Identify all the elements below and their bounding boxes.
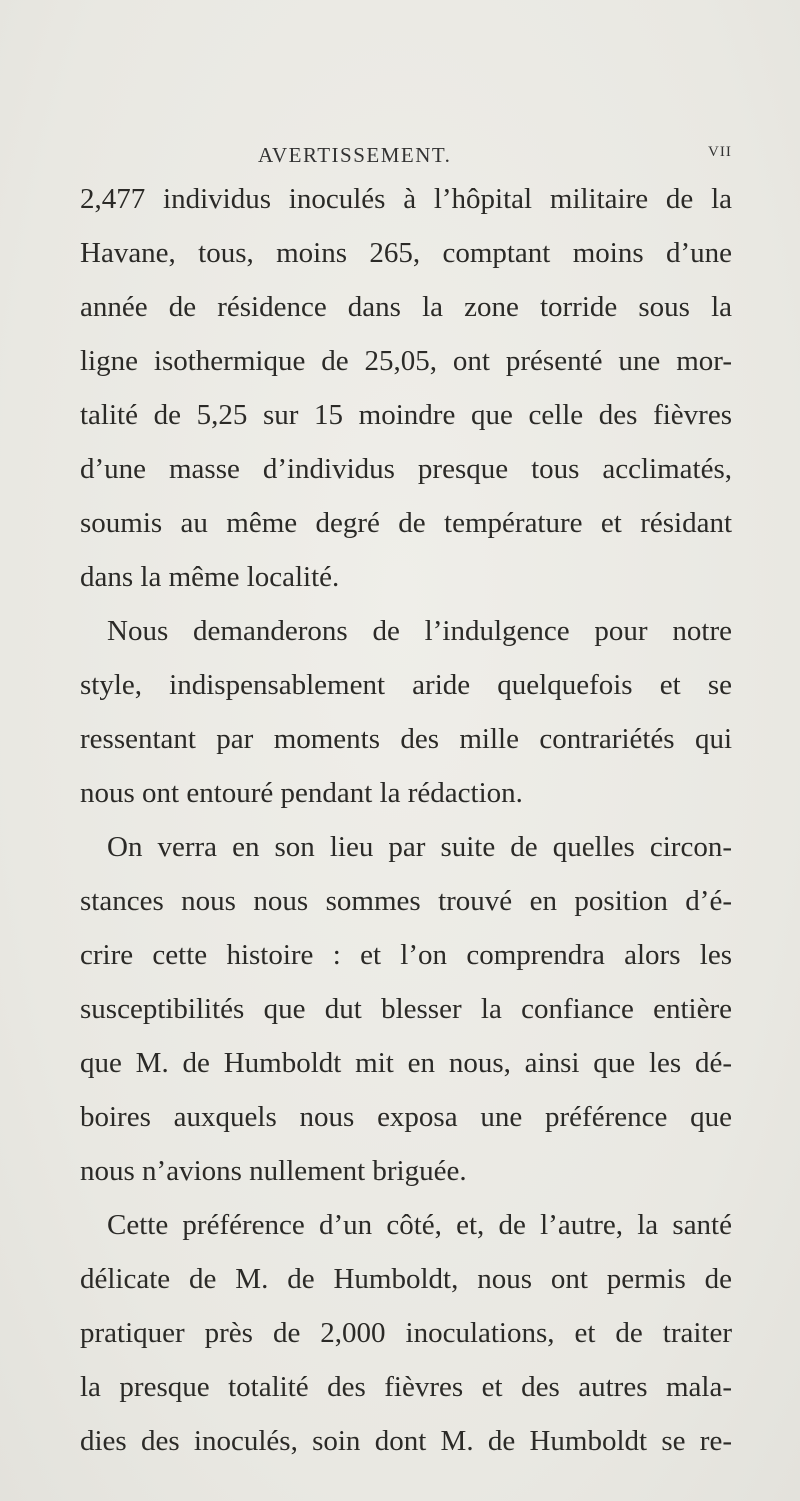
running-title: AVERTISSEMENT. <box>258 143 452 167</box>
text-line: Havane, tous, moins 265, comptant moins d’une <box>80 237 732 269</box>
text-line: que M. de Humboldt mit en nous, ainsi que les dé- <box>80 1047 732 1079</box>
text-line: talité de 5,25 sur 15 moindre que celle des fièvres <box>80 399 732 431</box>
page-header <box>0 143 800 167</box>
text-line: d’une masse d’individus presque tous acclimatés, <box>80 453 732 485</box>
text-line: la presque totalité des fièvres et des autres mala- <box>80 1371 732 1403</box>
text-line: dies des inoculés, soin dont M. de Humboldt se re- <box>80 1425 732 1457</box>
body-text <box>80 172 732 1468</box>
text-line: Cette préférence d’un côté, et, de l’autre, la santé <box>107 1209 732 1241</box>
text-line: soumis au même degré de température et résidant <box>80 507 732 539</box>
text-line: boires auxquels nous exposa une préférence que <box>80 1101 732 1133</box>
text-line: 2,477 individus inoculés à l’hôpital militaire de la <box>80 183 732 215</box>
text-line: année de résidence dans la zone torride sous la <box>80 291 732 323</box>
text-line: ligne isothermique de 25,05, ont présenté une mor- <box>80 345 732 377</box>
text-line: susceptibilités que dut blesser la confiance entière <box>80 993 732 1025</box>
text-line: délicate de M. de Humboldt, nous ont permis de <box>80 1263 732 1295</box>
text-line: dans la même localité. <box>80 561 340 593</box>
text-line: pratiquer près de 2,000 inoculations, et de traiter <box>80 1317 732 1349</box>
text-line: ressentant par moments des mille contrariétés qui <box>80 723 732 755</box>
text-line: stances nous nous sommes trouvé en position d’é- <box>80 885 732 917</box>
page-number: VII <box>708 144 732 160</box>
text-line: nous ont entouré pendant la rédaction. <box>80 777 523 809</box>
text-line: nous n’avions nullement briguée. <box>80 1155 467 1187</box>
text-line: Nous demanderons de l’indulgence pour notre <box>107 615 732 647</box>
text-line: On verra en son lieu par suite de quelles circon- <box>107 831 732 863</box>
text-line: style, indispensablement aride quelquefois et se <box>80 669 732 701</box>
text-line: crire cette histoire : et l’on comprendra alors les <box>80 939 732 971</box>
